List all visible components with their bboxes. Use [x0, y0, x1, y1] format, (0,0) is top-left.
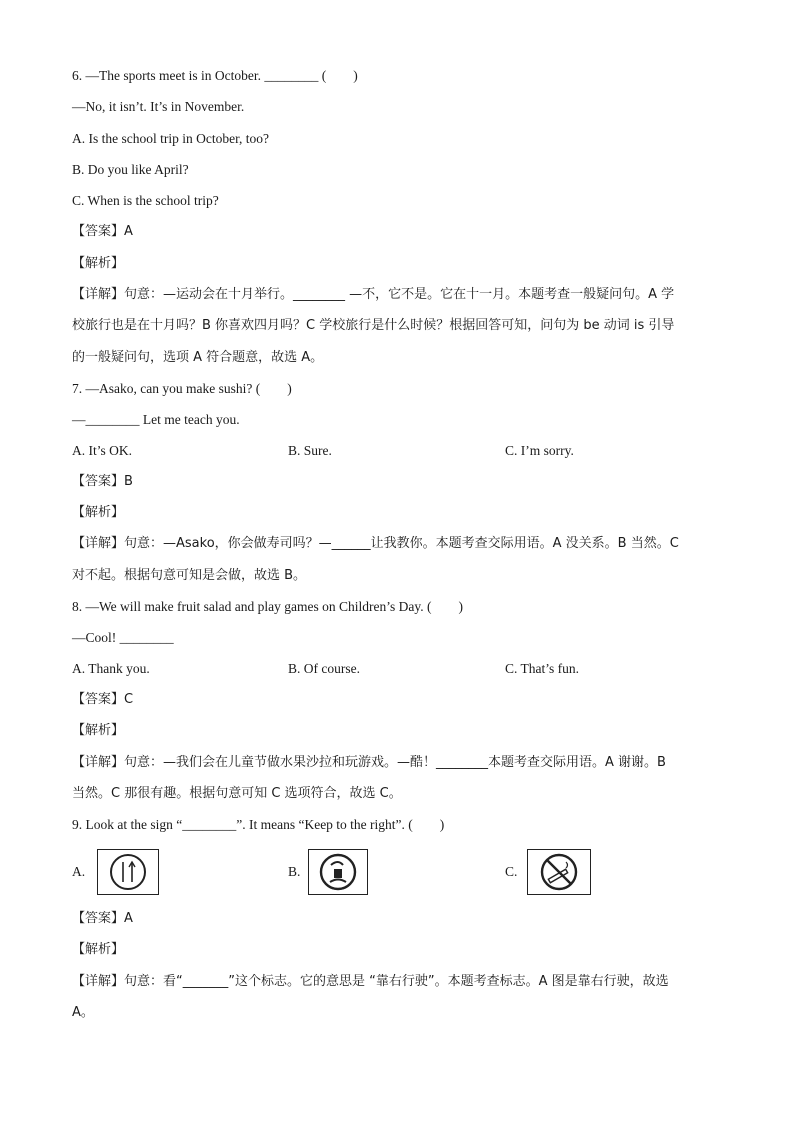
- q7-reply: —________ Let me teach you.: [72, 412, 240, 427]
- q8-detail-line-1: 【详解】句意：—我们会在儿童节做水果沙拉和玩游戏。—酷！________本题考查交际用语。A 谢谢。B: [72, 755, 666, 770]
- q6-reply: —No, it isn’t. It’s in November.: [72, 99, 245, 114]
- q6-analysis-label: 【解析】: [72, 256, 125, 271]
- q7-answer: 【答案】B: [72, 474, 133, 489]
- q9-detail-line-2: A。: [72, 1005, 94, 1020]
- q7-option-a: A. It’s OK.: [72, 443, 132, 458]
- q6-detail-line-3: 的一般疑问句，选项 A 符合题意，故选 A。: [72, 350, 324, 365]
- q9-analysis-label: 【解析】: [72, 942, 125, 957]
- q7-detail-line-2: 对不起。根据句意可知是会做，故选 B。: [72, 568, 307, 583]
- q9-detail-line-1: 【详解】句意：看“_______”这个标志。它的意思是 “靠右行驶”。本题考查标志。A 图是靠右行驶，故选: [72, 974, 669, 989]
- q6-detail-line-2: 校旅行也是在十月吗？B 你喜欢四月吗？C 学校旅行是什么时候？根据回答可知，问句为 be 动词 is 引导: [72, 318, 675, 333]
- q7-analysis-label: 【解析】: [72, 505, 125, 520]
- q6-detail-line-1: 【详解】句意：—运动会在十月举行。________ —不，它不是。它在十一月。本题考查一般疑问句。A 学: [72, 287, 675, 302]
- keep-right-sign-icon: [97, 849, 159, 895]
- q7-detail-line-1: 【详解】句意：—Asako，你会做寿司吗？—______让我教你。本题考查交际用语。A 没关系。B 当然。C: [72, 536, 679, 551]
- q6-answer: 【答案】A: [72, 224, 133, 239]
- q8-analysis-label: 【解析】: [72, 723, 125, 738]
- q7-option-b: B. Sure.: [288, 443, 332, 458]
- no-swimming-sign-icon: [308, 849, 368, 895]
- q9-answer: 【答案】A: [72, 911, 133, 926]
- q6-option-b: B. Do you like April?: [72, 162, 189, 177]
- q9-option-b-label: B.: [288, 864, 301, 879]
- q9-stem: 9. Look at the sign “________”. It means “Keep to the right”. ( ): [72, 817, 445, 832]
- q8-option-b: B. Of course.: [288, 661, 360, 676]
- no-smoking-sign-icon: [527, 849, 591, 895]
- q8-option-c: C. That’s fun.: [505, 661, 579, 676]
- q6-option-c: C. When is the school trip?: [72, 193, 219, 208]
- q9-option-a-label: A.: [72, 864, 86, 879]
- q8-detail-line-2: 当然。C 那很有趣。根据句意可知 C 选项符合，故选 C。: [72, 786, 402, 801]
- q8-answer: 【答案】C: [72, 692, 134, 707]
- q8-option-a: A. Thank you.: [72, 661, 150, 676]
- q6-stem: 6. —The sports meet is in October. ________ ( ): [72, 68, 358, 83]
- q6-option-a: A. Is the school trip in October, too?: [72, 131, 270, 146]
- q7-option-c: C. I’m sorry.: [505, 443, 574, 458]
- q8-reply: —Cool! ________: [72, 630, 174, 645]
- q9-option-c-label: C.: [505, 864, 518, 879]
- q7-stem: 7. —Asako, can you make sushi? ( ): [72, 381, 292, 396]
- q8-stem: 8. —We will make fruit salad and play games on Children’s Day. ( ): [72, 599, 463, 614]
